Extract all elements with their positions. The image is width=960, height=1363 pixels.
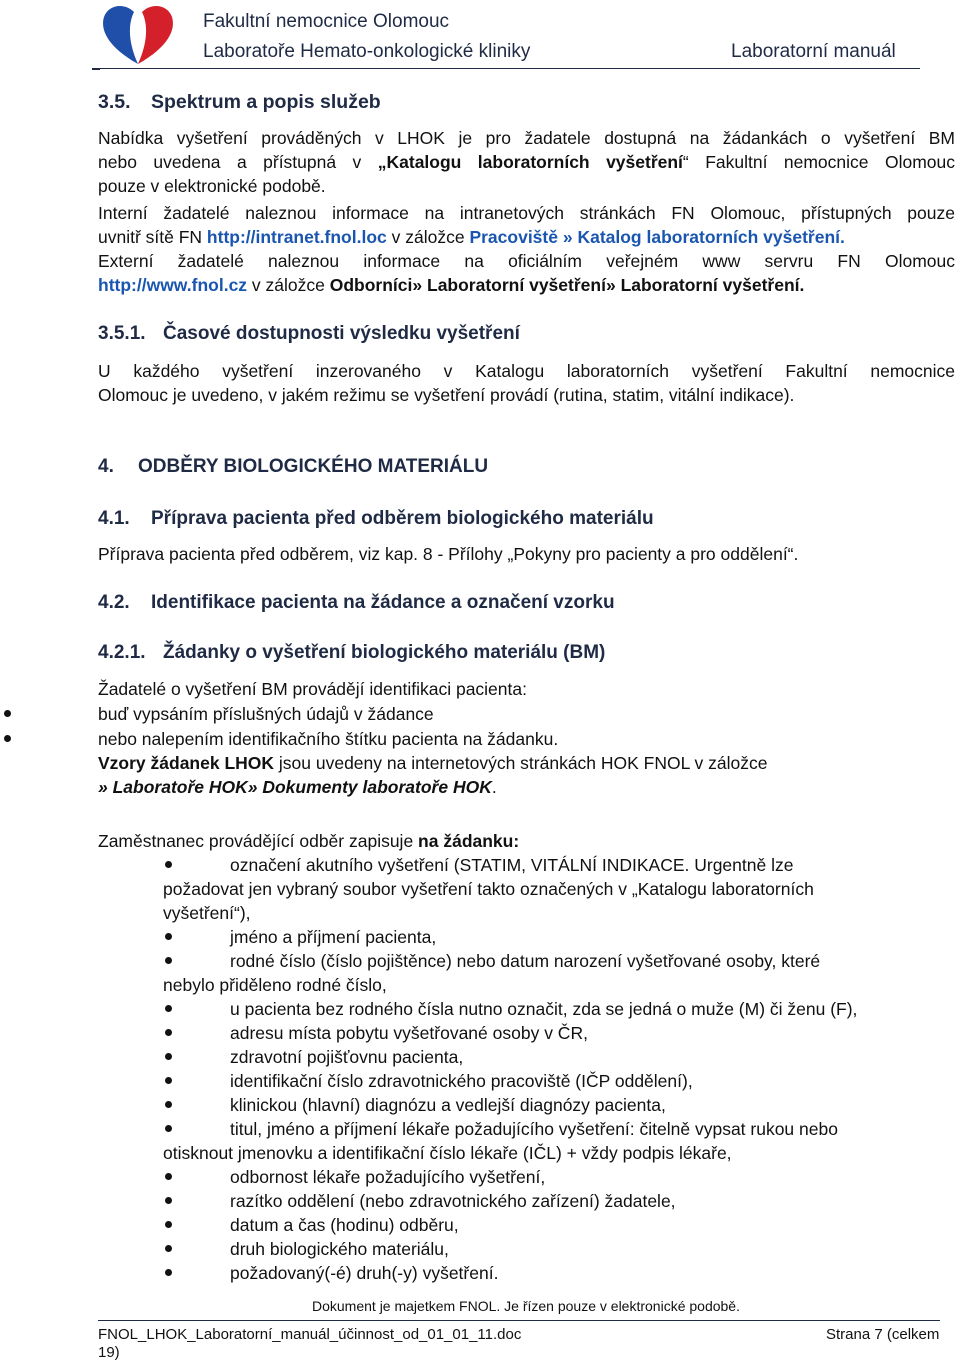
section-4-2-1-number: 4.2.1. (98, 642, 146, 663)
section-3-5-1-number: 3.5.1. (98, 323, 146, 344)
employee-item1-line3: vyšetření“), (163, 903, 251, 923)
sec35-p2-line3: Externí žadatelé naleznou informace na oficiálním veřejném www servru FN Olomouc (98, 251, 955, 271)
intranet-link[interactable]: http://intranet.fnol.loc (206, 227, 387, 247)
bullet-icon (165, 861, 172, 868)
employee-item1-line1: označení akutního vyšetření (STATIM, VITÁLNÍ INDIKACE. Urgentně lze (230, 855, 794, 875)
sec351-line2: Olomouc je uvedeno, v jakém režimu se vyšetření provádí (rutina, statim, vitální indikace). (98, 385, 795, 405)
employee-item11: razítko oddělení (nebo zdravotnického zařízení) žadatele, (230, 1191, 676, 1211)
employee-item1-line2: požadovat jen vybraný soubor vyšetření takto označených v „Katalogu laboratorních (163, 879, 814, 899)
bullet-icon (165, 1053, 172, 1060)
employee-item2: jméno a příjmení pacienta, (230, 927, 437, 947)
sec421-bullet2: nebo nalepením identifikačního štítku pacienta na žádanku. (98, 729, 559, 749)
section-3-5-number: 3.5. (98, 91, 131, 113)
bullet-icon (165, 1221, 172, 1228)
footer-file: FNOL_LHOK_Laboratorní_manuál_účinnost_od_01_01_11.doc (98, 1326, 522, 1343)
employee-item3-line1: rodné číslo (číslo pojištěnce) nebo datum narození vyšetřované osoby, které (230, 951, 821, 971)
employee-item7: identifikační číslo zdravotnického pracoviště (IČP oddělení), (230, 1071, 693, 1091)
footer-notice: Dokument je majetkem FNOL. Je řízen pouze v elektronické podobě. (312, 1298, 740, 1314)
sec35-p2-line1: Interní žadatelé naleznou informace na intranetových stránkách FN Olomouc, přístupných pouze (98, 203, 955, 223)
sec35-p1-line3: pouze v elektronické podobě. (98, 176, 326, 196)
section-3-5-1-title: Časové dostupnosti výsledku vyšetření (163, 323, 520, 344)
employee-item9-line2: otisknout jmenovku a identifikační číslo lékaře (IČL) + vždy podpis lékaře, (163, 1143, 732, 1163)
bullet-icon (165, 1101, 172, 1108)
employee-intro: Zaměstnanec provádějící odběr zapisuje na žádanku: (98, 831, 520, 851)
sec35-p2-line4: http://www.fnol.cz v záložce Odborníci» Laboratorní vyšetření» Laboratorní vyšetření. (98, 275, 805, 295)
footer-page-total: 19) (98, 1344, 120, 1361)
employee-item3-line2: nebylo přiděleno rodné číslo, (163, 975, 387, 995)
section-3-5-title: Spektrum a popis služeb (151, 91, 381, 113)
sec421-vzory-line1: Vzory žádanek LHOK jsou uvedeny na internetových stránkách HOK FNOL v záložce (98, 753, 768, 773)
sec35-p2-line2: uvnitř sítě FN http://intranet.fnol.loc v záložce Pracoviště » Katalog laboratorních vyšetření. (98, 227, 845, 247)
header-rule (98, 68, 920, 69)
bullet-icon (165, 1269, 172, 1276)
bullet-icon (165, 1173, 172, 1180)
section-4-title: ODBĚRY BIOLOGICKÉHO MATERIÁLU (138, 456, 489, 477)
sec351-line1: U každého vyšetření inzerovaného v Katalogu laboratorních vyšetření Fakultní nemocnice (98, 361, 955, 381)
employee-item6: zdravotní pojišťovnu pacienta, (230, 1047, 464, 1067)
employee-item8: klinickou (hlavní) diagnózu a vedlejší diagnózy pacienta, (230, 1095, 666, 1115)
sec35-p1-line2: nebo uvedena a přístupná v „Katalogu laboratorních vyšetření“ Fakultní nemocnice Olomouc (98, 152, 955, 172)
fnol-web-link[interactable]: http://www.fnol.cz (98, 275, 248, 295)
bullet-icon (165, 1005, 172, 1012)
section-4-1-number: 4.1. (98, 508, 130, 529)
manual-title: Laboratorní manuál (731, 41, 896, 62)
employee-item9-line1: titul, jméno a příjmení lékaře požadujícího vyšetření: čitelně vypsat rukou nebo (230, 1119, 838, 1139)
sec421-vzory-line2: » Laboratoře HOK» Dokumenty laboratoře HOK. (98, 777, 497, 797)
sec421-intro: Žadatelé o vyšetření BM provádějí identifikaci pacienta: (98, 679, 527, 699)
bullet-icon (165, 1029, 172, 1036)
bullet-icon (165, 933, 172, 940)
hospital-name: Fakultní nemocnice Olomouc (203, 11, 450, 32)
sec421-bullet1: buď vypsáním příslušných údajů v žádance (98, 704, 434, 724)
employee-item14: požadovaný(-é) druh(-y) vyšetření. (230, 1263, 499, 1283)
section-4-1-title: Příprava pacienta před odběrem biologického materiálu (151, 508, 654, 529)
bullet-icon (165, 957, 172, 964)
bullet-icon (165, 1245, 172, 1252)
employee-item13: druh biologického materiálu, (230, 1239, 449, 1259)
catalog-ref: „Katalogu laboratorních vyšetření (377, 152, 683, 172)
bullet-icon (4, 735, 11, 742)
sec41-text: Příprava pacienta před odběrem, viz kap. 8 - Přílohy „Pokyny pro pacienty a pro oddělení“. (98, 544, 799, 564)
footer-page: Strana 7 (celkem (826, 1326, 940, 1343)
section-4-2-title: Identifikace pacienta na žádance a označení vzorku (151, 592, 615, 613)
bullet-icon (165, 1077, 172, 1084)
sec35-p1-line1: Nabídka vyšetření prováděných v LHOK je pro žadatele dostupná na žádankách o vyšetření BM (98, 128, 955, 148)
employee-item5: adresu místa pobytu vyšetřované osoby v ČR, (230, 1023, 588, 1043)
employee-item12: datum a čas (hodinu) odběru, (230, 1215, 459, 1235)
bullet-icon (165, 1197, 172, 1204)
bullet-icon (165, 1125, 172, 1132)
section-4-2-1-title: Žádanky o vyšetření biologického materiálu (BM) (163, 642, 606, 663)
employee-item4: u pacienta bez rodného čísla nutno označit, zda se jedná o muže (M) či ženu (F), (230, 999, 858, 1019)
employee-item10: odbornost lékaře požadujícího vyšetření, (230, 1167, 546, 1187)
section-4-2-number: 4.2. (98, 592, 130, 613)
footer-rule (98, 1320, 940, 1321)
section-4-number: 4. (98, 456, 114, 477)
bullet-icon (4, 710, 11, 717)
fnol-logo (98, 2, 178, 66)
department-name: Laboratoře Hemato-onkologické kliniky (203, 41, 531, 62)
